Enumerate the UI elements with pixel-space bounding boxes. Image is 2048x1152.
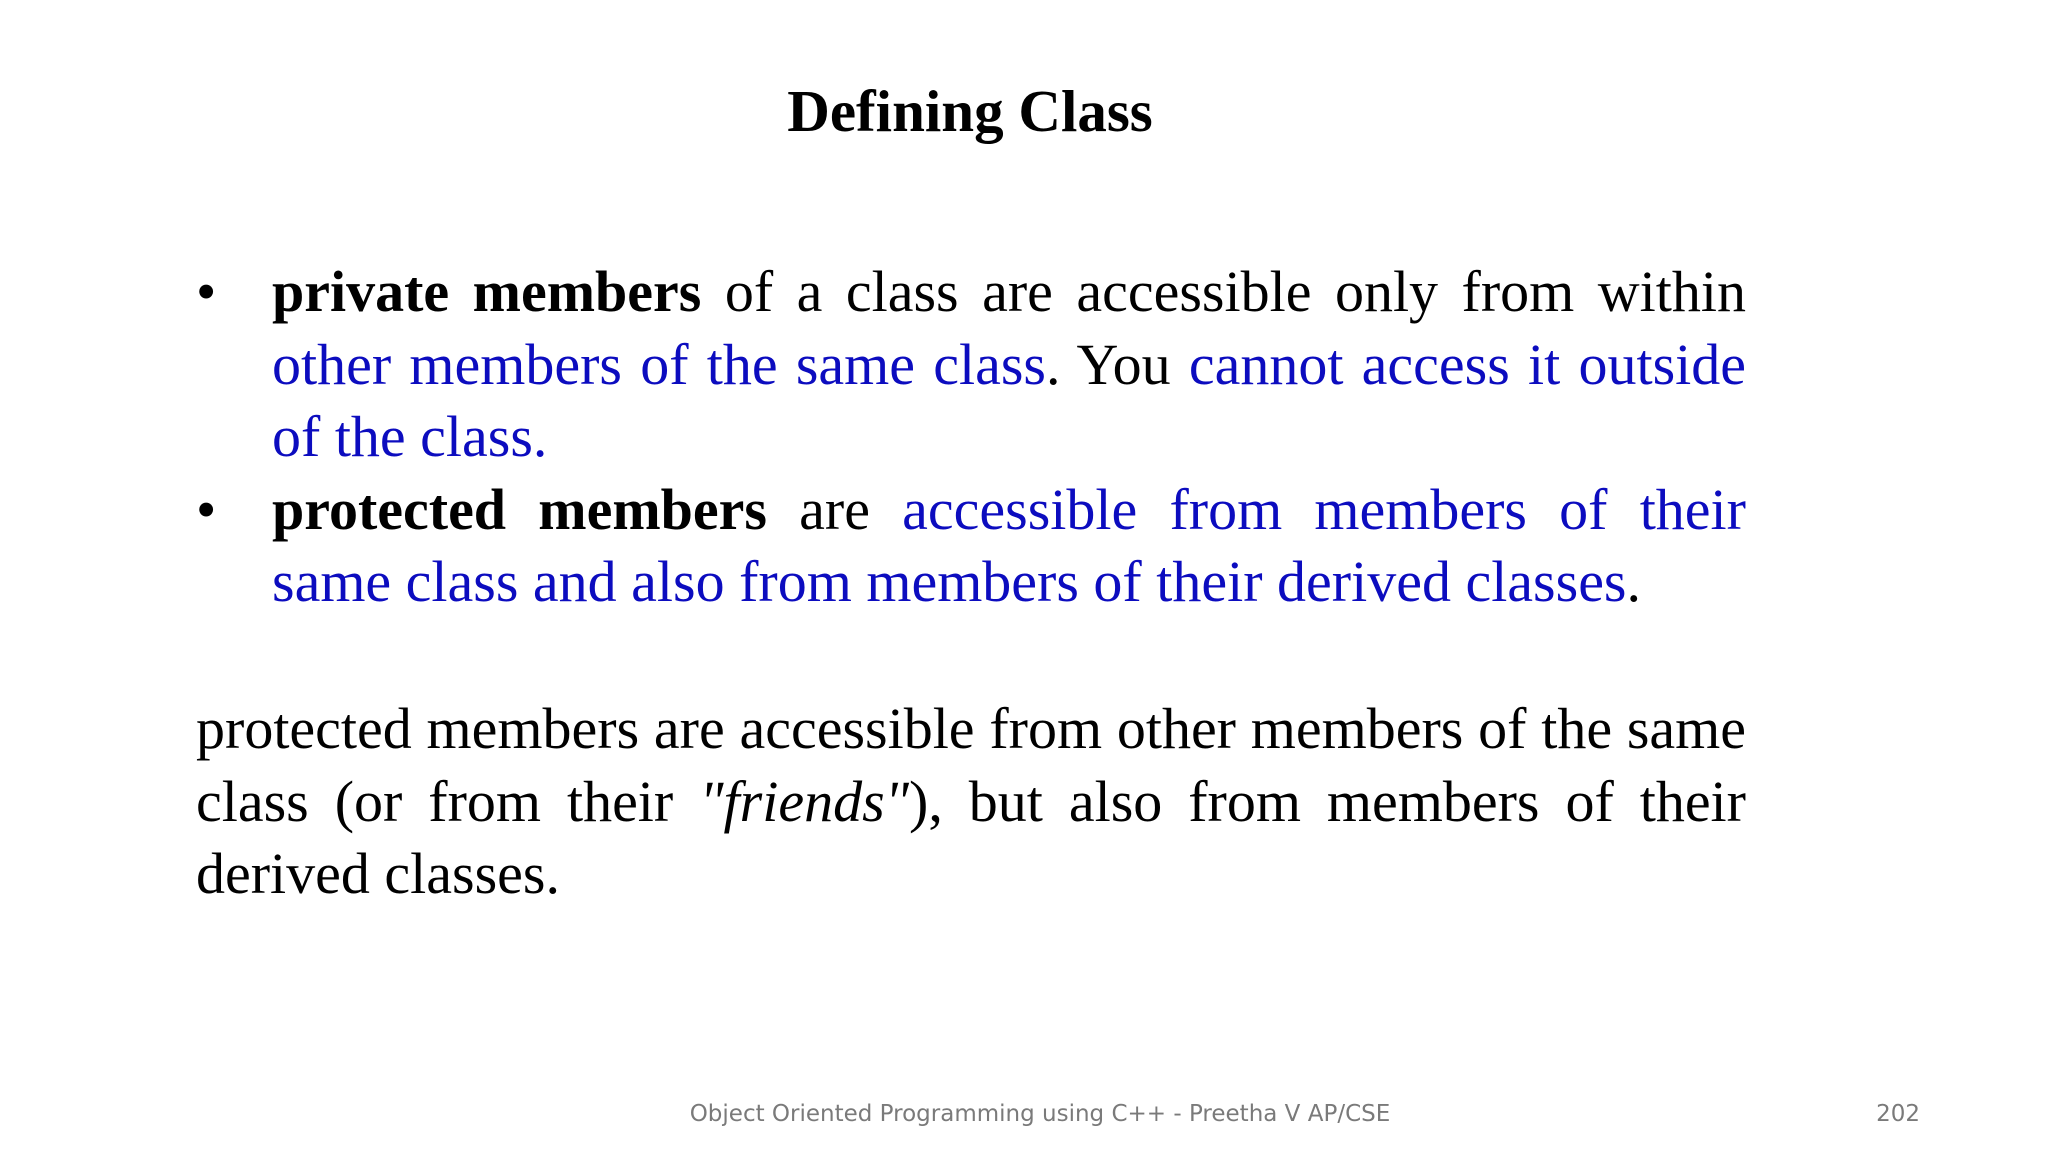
bullet-text: . — [1626, 549, 1642, 614]
bullet-highlight: other members of the same class — [272, 331, 1046, 397]
bullet-text: are — [766, 476, 903, 542]
paragraph-italic: "friends" — [699, 768, 910, 834]
slide-footer: Object Oriented Programming using C++ - Preetha V AP/CSE — [689, 1101, 1391, 1127]
bullet-item-protected — [196, 474, 1746, 619]
paragraph-text: ), but also from members of their derived classes. — [196, 768, 1746, 906]
bullet-marker: • — [196, 476, 217, 542]
bullet-marker: • — [196, 259, 217, 324]
paragraph-text: protected members are accessible from other members of the same class (or from their — [196, 696, 1746, 834]
bullet-text: . You — [1045, 331, 1189, 397]
bullet-highlight: cannot access it outside of the class. — [272, 331, 1746, 469]
bullet-item-private — [196, 256, 1746, 474]
bullet-text: of a class are accessible only from within — [701, 259, 1746, 324]
bullet-term: private members — [272, 259, 702, 324]
bullet-term: protected members — [272, 476, 767, 542]
bullet-highlight: accessible from members of their same class and also from members of their derived classes — [272, 476, 1746, 614]
page-number: 202 — [1876, 1101, 1920, 1127]
bullet-list — [196, 256, 1746, 619]
explanation-paragraph — [196, 693, 1746, 911]
slide-title: Defining Class — [787, 78, 1153, 144]
